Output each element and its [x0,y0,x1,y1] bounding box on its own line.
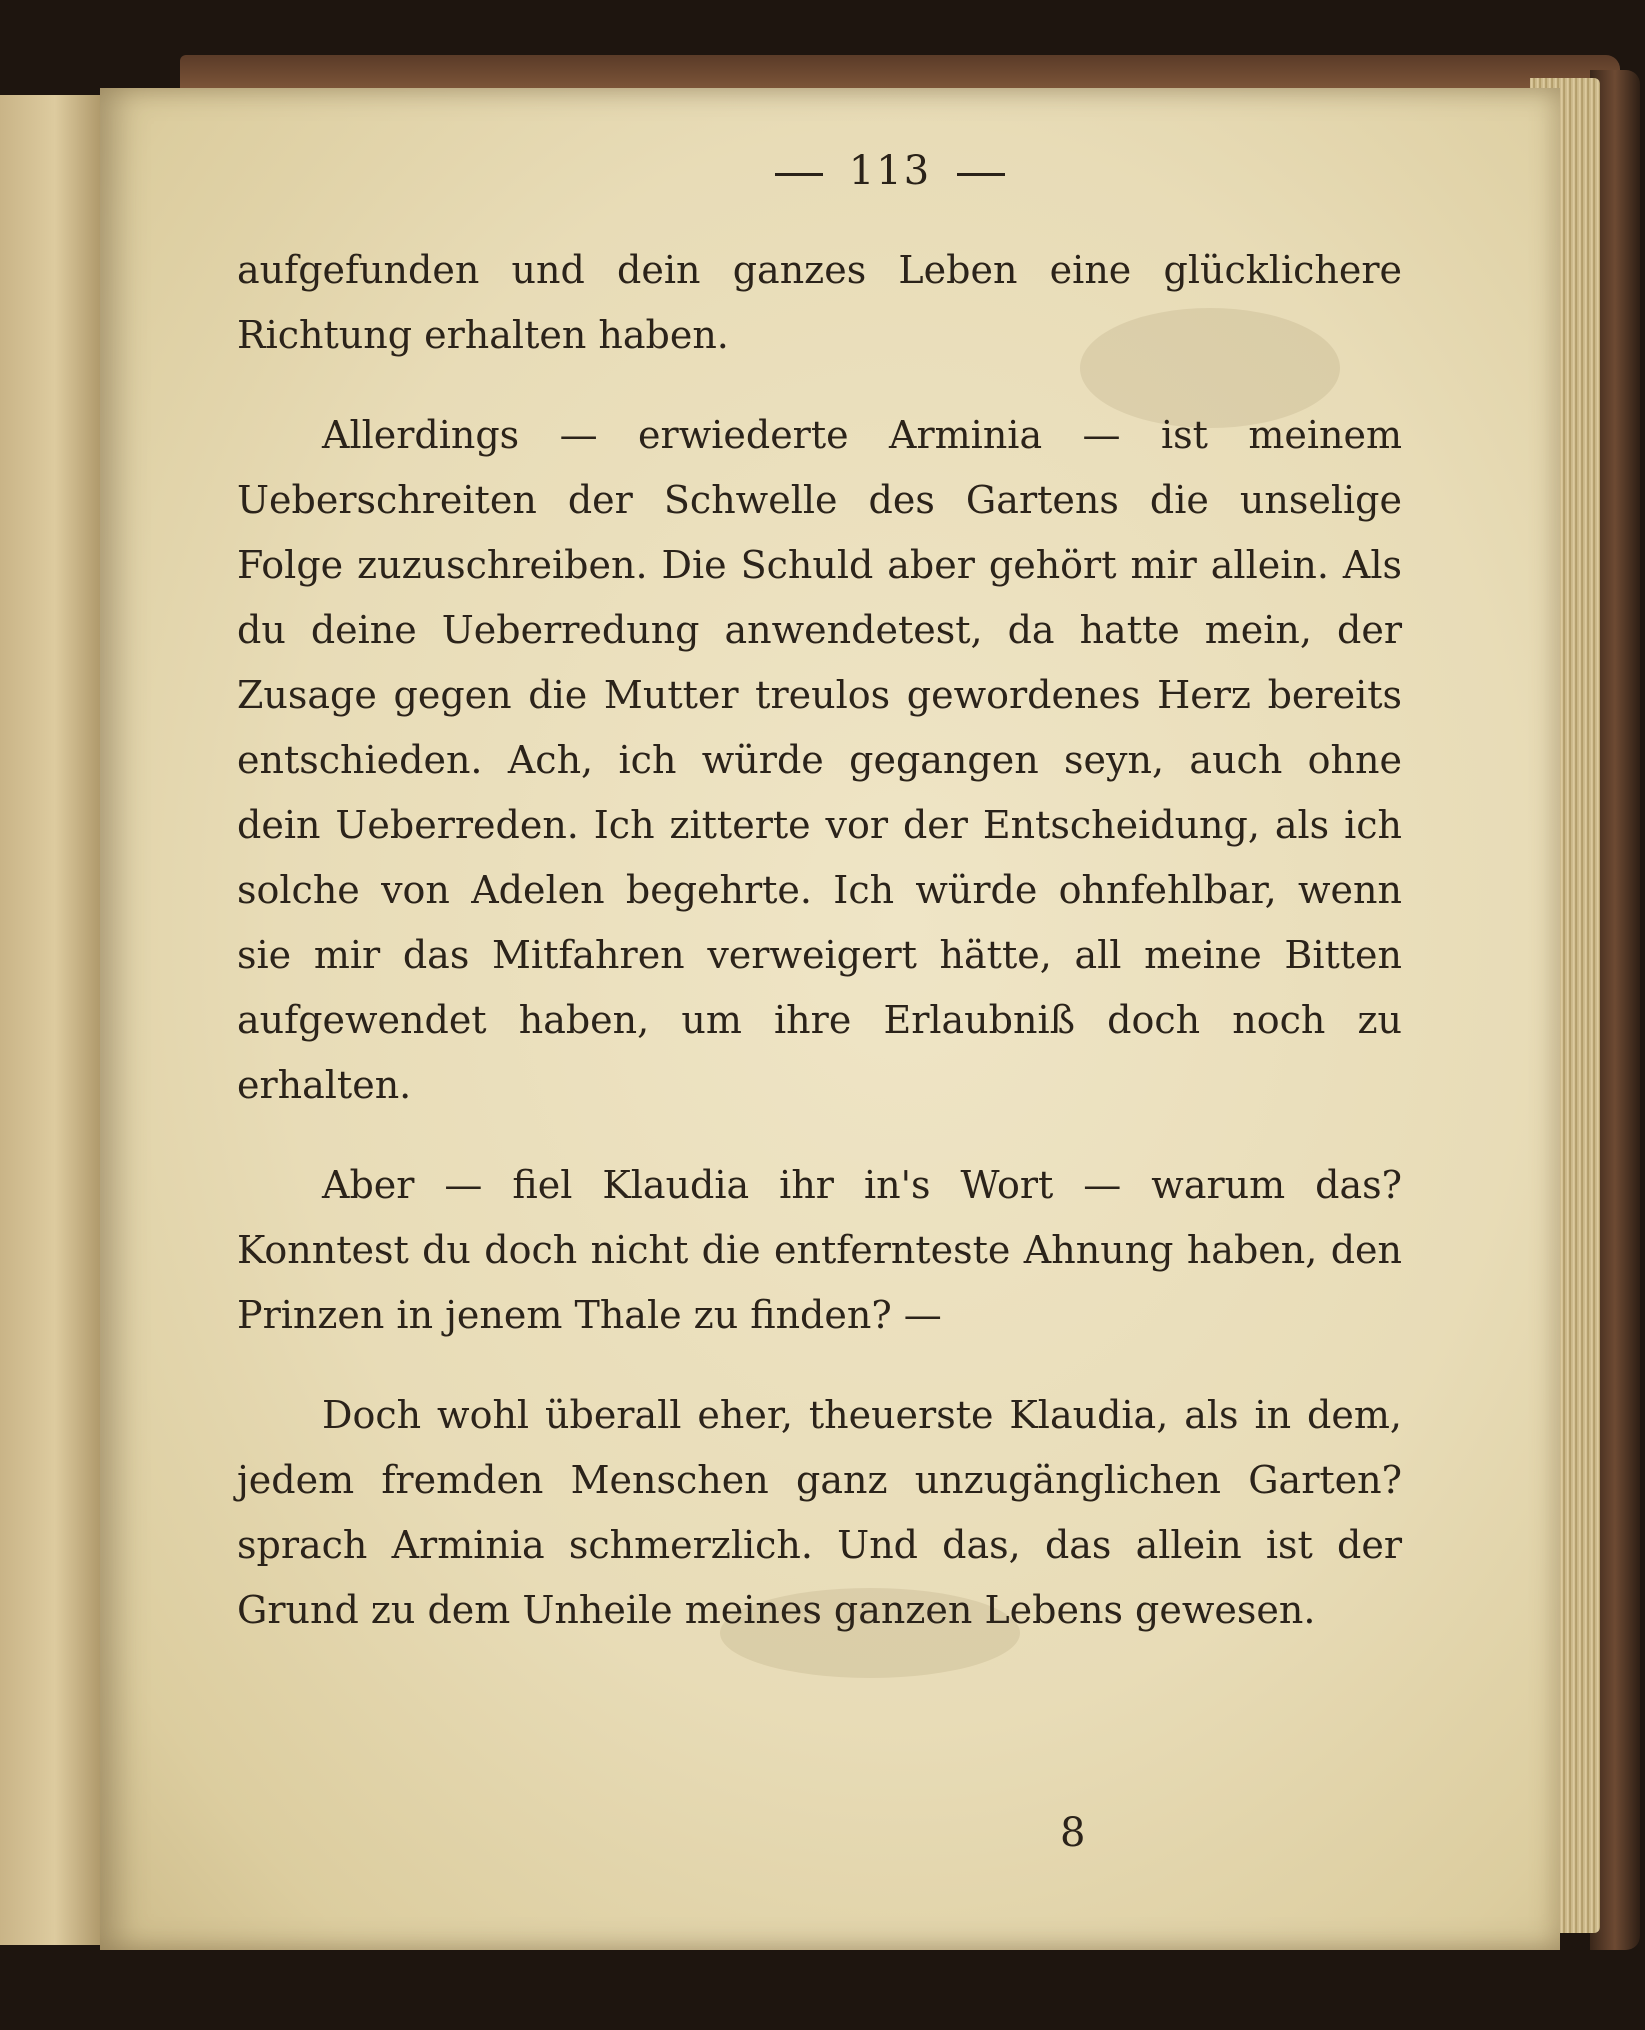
paragraph-arminia-reply: Allerdings — erwiederte Arminia — ist meinem Ueberschreiten der Schwelle des Gartens die unselige Folge zuzuschreiben. Die Schuld aber gehört mir allein. Als du deine Ueberredung anwendetest, da hatte mein, der Zusage gegen die Mutter treulos gewordenes Herz bereits entschieden. Ach, ich würde gegangen seyn, auch ohne dein Ueberreden. Ich zitterte vor der Entscheidung, als ich solche von Adelen begehrte. Ich würde ohnfehlbar, wenn sie mir das Mitfahren verweigert hätte, all meine Bitten aufgewendet haben, um ihre Erlaubniß doch noch zu erhalten. [237,413,1402,1107]
folio-dash-left [775,173,823,176]
body-text [237,238,1402,1643]
book-page [100,88,1560,1950]
folio-dash-right [957,173,1005,176]
paragraph-klaudia-question: Aber — fiel Klaudia ihr in's Wort — warum das? Konntest du doch nicht die entfernteste Ahnung haben, den Prinzen in jenem Thale zu finden? — [237,1163,1402,1337]
facing-page-edge [0,95,103,1945]
page-number-text: 113 [848,148,932,194]
paragraph-continuation: aufgefunden und dein ganzes Leben eine glücklichere Richtung erhalten haben. [237,248,1402,357]
paragraph-arminia-answer: Doch wohl überall eher, theuerste Klaudia, als in dem, jedem fremden Menschen ganz unzugänglichen Garten? sprach Arminia schmerzlich. Und das, das allein ist der Grund zu dem Unheile meines ganzen Lebens gewesen. [237,1393,1402,1632]
signature-mark: 8 [1060,1810,1086,1856]
page-number [680,148,1100,194]
